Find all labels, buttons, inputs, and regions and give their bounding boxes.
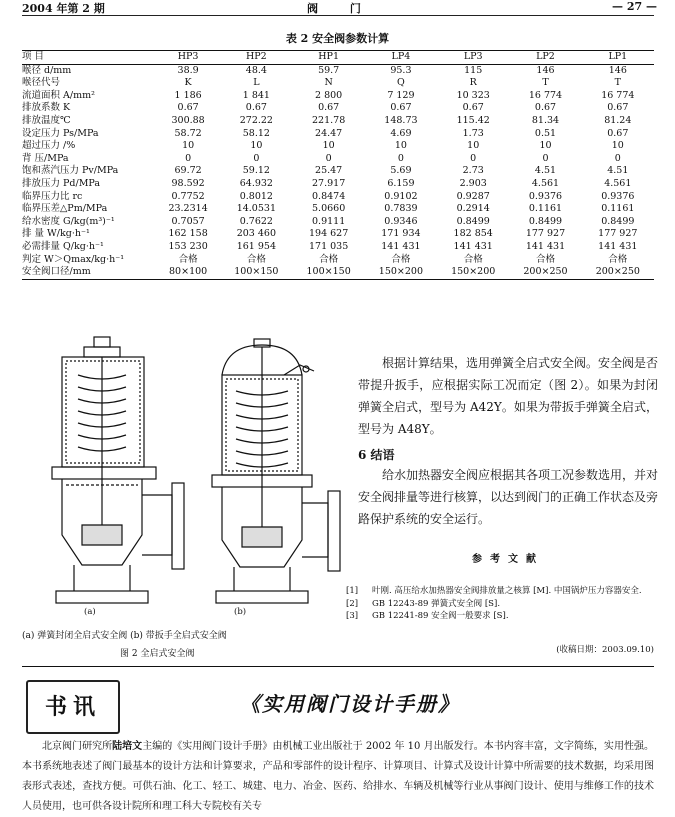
row-label: 判定 W＞Qmax/kg·h⁻¹ (22, 253, 125, 265)
table-cell: 2 800 (315, 89, 343, 101)
table-cell: Q (397, 77, 405, 89)
table-cell: 0.8499 (456, 215, 490, 227)
valve-drawings (22, 335, 352, 625)
table-row (22, 64, 654, 77)
section-separator (22, 666, 654, 667)
table-cell: 150×200 (378, 266, 424, 278)
table-cell: 115 (464, 64, 483, 76)
table-cell: 4.51 (534, 165, 557, 177)
header-cell: LP1 (608, 51, 628, 62)
table-cell: N (324, 77, 333, 89)
valve-a-drawing (52, 337, 184, 603)
reference-number: [2] (346, 598, 359, 609)
table-row (22, 241, 654, 254)
table-cell: 115.42 (456, 114, 490, 126)
table-cell: 0.7057 (171, 215, 205, 227)
table-cell: 1 841 (242, 89, 270, 101)
table-cell: 10 (611, 140, 624, 152)
table-cell: 0.9346 (384, 215, 418, 227)
table-cell: 146 (608, 64, 627, 76)
book-notice-badge (26, 680, 120, 734)
header-cell: HP3 (177, 51, 199, 62)
table-cell: 81.24 (604, 114, 632, 126)
table-cell: K (184, 77, 192, 89)
table-cell: 150×200 (451, 266, 496, 278)
reference-text: GB 12241-89 安全阀一般要求 [S]. (372, 611, 509, 621)
table-cell: 5.69 (390, 165, 412, 177)
table-cell: 0.67 (462, 102, 484, 114)
table-cell: 200×250 (595, 266, 640, 278)
table-cell: 0 (470, 152, 477, 164)
table-cell: 162 158 (168, 228, 208, 240)
running-header (22, 0, 657, 14)
table-cell: 171 035 (308, 240, 349, 252)
table-cell: 203 460 (236, 228, 276, 240)
row-label: 安全阀口径/mm (22, 266, 91, 278)
table-cell: 300.88 (171, 114, 205, 126)
table-cell: 0.7839 (384, 203, 418, 215)
table-row (22, 228, 654, 241)
header-cell: LP4 (391, 51, 411, 62)
body-paragraph-1: 根据计算结果，选用弹簧全启式安全阀。安全阀是否带提升扳手，应根据实际工况而定（图 2）。如果为封闭弹簧全启式，型号为 A42Y。如果为带扳手弹簧全启式，型号为 A48Y。 (358, 356, 659, 436)
table-cell: 58.72 (174, 127, 202, 139)
table-header-row (22, 51, 654, 65)
table-cell: 69.72 (174, 165, 202, 177)
book-notice-body: 主编的《实用阀门设计手册》由机械工业出版社于 2002 年 10 月出版发行。本书内容丰富，文字简练，实用性强。本书系统地表述了阀门最基本的设计方法和计算要求，产品和零部件的设计程序、计算项目、计算式及设计计算中所需要的技术数据，均采用图表形式表述，查找方便。可供石油、化工、轻工、城建、电力、冶金、医药、给排水、车辆及机械等行业从事阀门设计、使用与维修工作的技术人员使用，也可供各设计院所和理工科大专院校有关专 (22, 741, 655, 812)
table-cell: 2.73 (462, 165, 484, 177)
row-label: 排放压力 Pd/MPa (22, 177, 101, 189)
table-cell: 0.9376 (601, 190, 635, 202)
book-notice-label: 书讯 (44, 695, 101, 720)
row-label: 喉径代号 (22, 77, 61, 89)
table-cell: 0.51 (534, 127, 557, 139)
table-cell: 0.1161 (528, 203, 563, 215)
table-row (22, 254, 654, 267)
table-cell: 4.561 (531, 177, 560, 189)
table-cell: 100×150 (234, 266, 279, 278)
table-cell: 0 (185, 152, 192, 164)
figure-subcaption: (a) 弹簧封闭全启式安全阀 (b) 带扳手全启式安全阀 (22, 631, 227, 641)
table-cell: 64.932 (239, 177, 273, 189)
row-label: 超过压力 /% (22, 140, 76, 152)
reference-number: [1] (346, 586, 359, 596)
page-number: — 27 — (612, 0, 657, 13)
body-paragraph-2-block (358, 464, 658, 530)
body-paragraph-1-block (358, 352, 658, 440)
table-cell: 194 627 (308, 228, 349, 240)
subfigure-label-b: (b) (234, 607, 247, 617)
row-label: 排放系数 K (22, 102, 71, 114)
safety-valve-parameter-table (22, 50, 654, 280)
table-cell: 10 (394, 140, 407, 152)
table-cell: 0 (542, 152, 549, 164)
table-row (22, 165, 654, 178)
table-cell: 141 431 (453, 240, 493, 252)
table-cell: 0.67 (318, 102, 340, 114)
table-cell: 10 323 (456, 89, 490, 101)
table-cell: 100×150 (306, 266, 351, 278)
valve-figure (22, 335, 352, 625)
table-row (22, 102, 654, 115)
table-cell: 7 129 (387, 89, 415, 101)
table-cell: 16 774 (601, 89, 635, 101)
reference-text: 叶刚. 高压给水加热器安全阀排放量之核算 [M]. 中国锅炉压力容器安全. (372, 586, 642, 596)
section-heading: 6 结语 (358, 448, 395, 462)
received-date: (收稿日期：2003.09.10) (556, 645, 654, 655)
table-cell: 24.47 (315, 127, 343, 139)
table-cell: 0.67 (534, 102, 557, 114)
table-cell: 98.592 (171, 177, 205, 189)
valve-b-drawing (212, 339, 340, 603)
book-notice-intro: 北京阀门研究所 (42, 741, 113, 752)
table-row (22, 115, 654, 128)
table-cell: 0.9376 (528, 190, 563, 202)
table-cell: 0.9287 (456, 190, 490, 202)
table-cell: 177 927 (525, 228, 566, 240)
table-cell: 0.1161 (601, 203, 635, 215)
table-cell: 58.12 (242, 127, 270, 139)
row-label: 必需排量 Q/kg·h⁻¹ (22, 240, 104, 252)
references-list (346, 585, 658, 623)
table-row (22, 90, 654, 103)
table-cell: 5.0660 (312, 203, 346, 215)
header-cell: LP2 (536, 51, 555, 62)
table-cell: 0 (397, 152, 404, 164)
body-paragraph-2: 给水加热器安全阀应根据其各项工况参数选用，并对安全阀排量等进行核算，以达到阀门的正确工作状态及旁路保护系统的安全运行。 (358, 468, 659, 526)
table-cell: 0.8499 (601, 215, 635, 227)
table-cell: 0.67 (607, 102, 629, 114)
reference-text: GB 12243-89 弹簧式安全阀 [S]. (372, 598, 501, 609)
table-cell: 4.69 (390, 127, 412, 139)
table-row (22, 191, 654, 204)
table-cell: 合格 (535, 253, 555, 265)
table-cell: 177 927 (598, 228, 638, 240)
row-label: 喉径 d/mm (22, 64, 72, 76)
row-label: 排 量 W/kg·h⁻¹ (22, 228, 90, 240)
journal-name: 阀 门 (307, 2, 375, 15)
table-row (22, 178, 654, 191)
table-cell: 合格 (319, 253, 339, 265)
table-row (22, 140, 654, 153)
table-cell: 59.7 (318, 64, 340, 76)
table-cell: 14.0531 (236, 203, 276, 215)
header-cell: LP3 (463, 51, 483, 62)
table-cell: 221.78 (312, 114, 346, 126)
reference-number: [3] (346, 611, 359, 621)
table-cell: 25.47 (315, 165, 343, 177)
row-label: 背 压/MPa (22, 152, 69, 164)
row-label: 饱和蒸汽压力 Pv/MPa (22, 165, 119, 177)
table-cell: 0.7752 (171, 190, 205, 202)
table-cell: 141 431 (525, 240, 566, 252)
table-cell: 80×100 (169, 266, 208, 278)
table-cell: 1.73 (462, 127, 484, 139)
table-cell: L (253, 77, 260, 89)
table-cell: 23.2314 (168, 203, 208, 215)
table-cell: 200×250 (523, 266, 568, 278)
table-cell: 0 (253, 152, 260, 164)
table-cell: 38.9 (177, 64, 199, 76)
table-cell: 1 186 (174, 89, 202, 101)
table-cell: 合格 (608, 253, 628, 265)
table-caption: 表 2 安全阀参数计算 (285, 32, 390, 45)
reference-item (346, 585, 658, 598)
table-cell: 161 954 (236, 240, 276, 252)
table-cell: 10 (182, 140, 195, 152)
book-author: 陆培文 (112, 741, 143, 752)
book-title: 《实用阀门设计手册》 (240, 692, 460, 716)
row-label: 设定压力 Ps/MPa (22, 127, 99, 139)
table-cell: 4.51 (607, 165, 629, 177)
table-cell: 0 (614, 152, 621, 164)
table-cell: 0.8499 (528, 215, 563, 227)
row-label: 排放温度℃ (22, 114, 71, 126)
row-label: 给水密度 G/kg(m³)⁻¹ (22, 215, 115, 227)
table-cell: 0.67 (177, 102, 199, 114)
table-cell: 81.34 (531, 114, 560, 126)
table-cell: 48.4 (245, 64, 267, 76)
table-cell: 0.9111 (312, 215, 346, 227)
table-cell: 0.9102 (384, 190, 418, 202)
row-label: 临界压差△Pm/MPa (22, 203, 108, 215)
table-row (22, 77, 654, 90)
table-cell: 171 934 (381, 228, 421, 240)
subfigure-label-a: (a) (84, 607, 96, 617)
table-cell: 合格 (391, 253, 411, 265)
header-cell: HP1 (318, 51, 339, 62)
table-cell: 27.917 (312, 177, 346, 189)
table-cell: 272.22 (239, 114, 273, 126)
table-cell: 16 774 (528, 89, 563, 101)
journal-issue: 2004 年第 2 期 (22, 2, 105, 15)
table-cell: 10 (322, 140, 335, 152)
table-row (22, 128, 654, 141)
reference-item (346, 610, 658, 623)
header-cell: HP2 (245, 51, 267, 62)
table-cell: 0.67 (390, 102, 412, 114)
table-cell: 0.2914 (456, 203, 490, 215)
table-row (22, 216, 654, 229)
table-cell: 95.3 (390, 64, 412, 76)
table-cell: 10 (250, 140, 263, 152)
table-cell: 0.7622 (239, 215, 273, 227)
table-cell: 6.159 (387, 177, 415, 189)
references-heading: 参考文献 (472, 554, 544, 565)
table-row (22, 153, 654, 166)
table-cell: R (469, 77, 477, 89)
row-label: 临界压力比 rc (22, 190, 83, 202)
table-cell: 0.67 (607, 127, 629, 139)
header-rule (22, 15, 654, 16)
table-cell: 0 (325, 152, 332, 164)
table-cell: 0.8474 (312, 190, 346, 202)
table-cell: 141 431 (381, 240, 421, 252)
figure-caption: 图 2 全启式安全阀 (120, 649, 195, 659)
table-cell: 182 854 (453, 228, 493, 240)
table-cell: T (542, 77, 549, 89)
table-cell: 0.8012 (239, 190, 273, 202)
table-cell: 10 (539, 140, 552, 152)
table-cell: 59.12 (242, 165, 270, 177)
table-cell: 合格 (246, 253, 266, 265)
table-cell: 2.903 (459, 177, 487, 189)
table-cell: 合格 (178, 253, 198, 265)
table-row (22, 266, 654, 279)
row-label: 流道面积 A/mm² (22, 89, 95, 101)
table-cell: 153 230 (168, 240, 208, 252)
table-cell: 0.67 (245, 102, 267, 114)
table-cell: 合格 (463, 253, 483, 265)
table-cell: 4.561 (604, 177, 632, 189)
table-cell: 146 (536, 64, 555, 76)
book-notice-paragraph (22, 737, 654, 817)
table-cell: T (614, 77, 621, 89)
table-cell: 148.73 (384, 114, 418, 126)
header-cell: 项 目 (22, 51, 45, 62)
table-cell: 141 431 (598, 240, 638, 252)
table-row (22, 203, 654, 216)
reference-item (346, 598, 658, 611)
table-cell: 10 (467, 140, 480, 152)
